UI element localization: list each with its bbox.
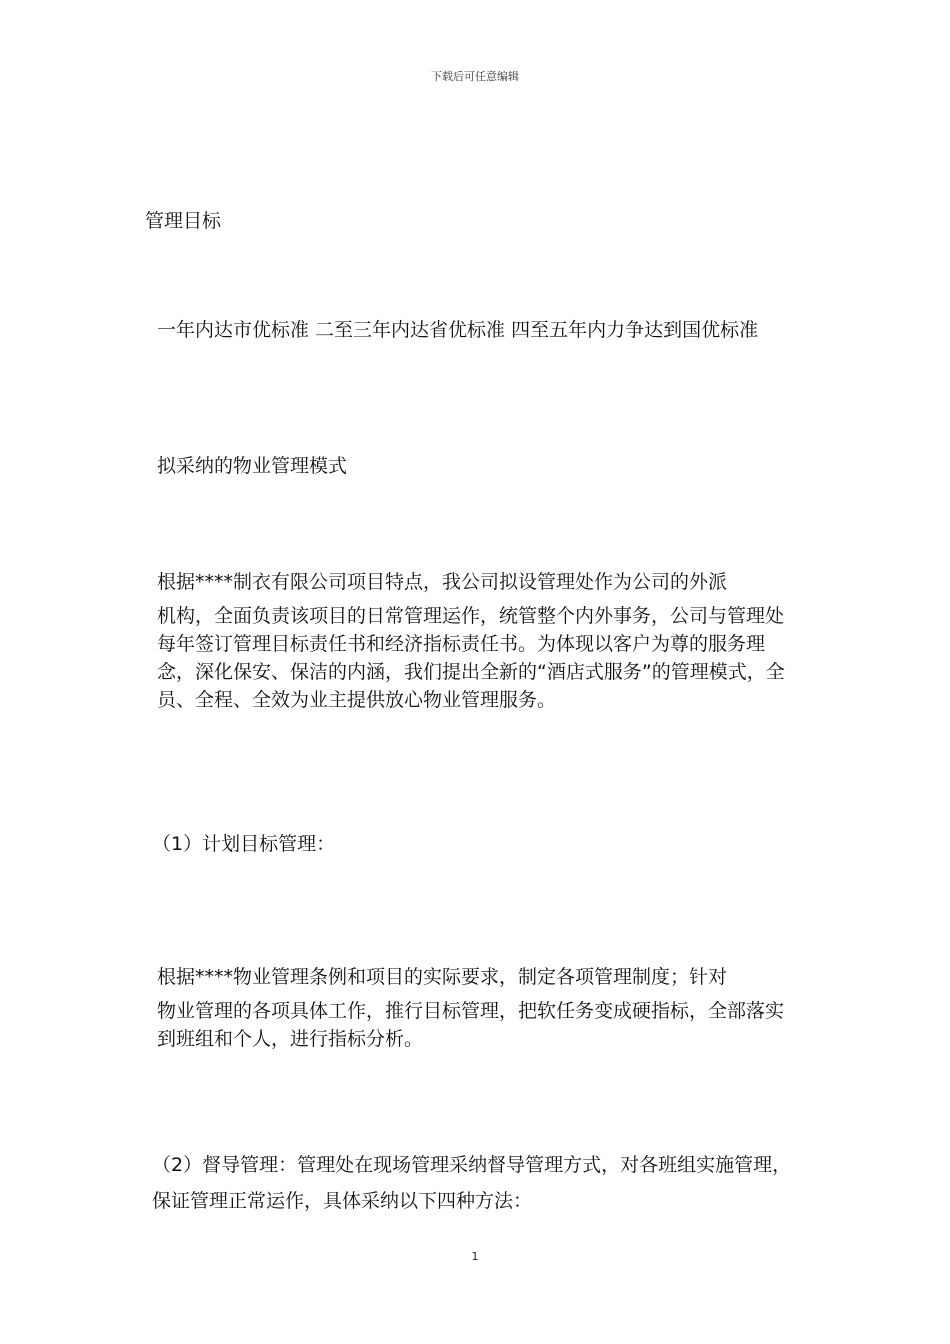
header-note: 下载后可任意编辑 [431,70,519,83]
mode-paragraph-body: 机构，全面负责该项目的日常管理运作，统管整个内外事务，公司与管理处每年签订管理目标责任书和经济指标责任书。为体现以客户为尊的服务理念，深化保安、保洁的内涵，我们提出全新的“酒店式服务”的管理模式，全员、全程、全效为业主提供放心物业管理服务。 [157,605,785,711]
item1-paragraph-body: 物业管理的各项具体工作，推行目标管理，把软任务变成硬指标，全部落实到班组和个人，进行指标分析。 [157,1000,785,1050]
item1-paragraph [157,963,797,1053]
document-title: 管理目标 [145,210,222,232]
goal-paragraph: 一年内达市优标准 二至三年内达省优标准 四至五年内力争达到国优标准 [157,319,759,341]
item1-paragraph-first-line: 根据****物业管理条例和项目的实际要求，制定各项管理制度；针对 [157,966,728,988]
mode-paragraph-first-line: 根据****制衣有限公司项目特点，我公司拟设管理处作为公司的外派 [157,571,728,593]
item1-heading: （1）计划目标管理： [152,833,336,855]
mode-paragraph [157,568,797,714]
page-number: 1 [471,1250,479,1263]
section-heading: 拟采纳的物业管理模式 [157,455,348,477]
item2-paragraph: （2）督导管理：管理处在现场管理采纳督导管理方式，对各班组实施管理，保证管理正常运作，具体采纳以下四种方法： [152,1154,792,1212]
